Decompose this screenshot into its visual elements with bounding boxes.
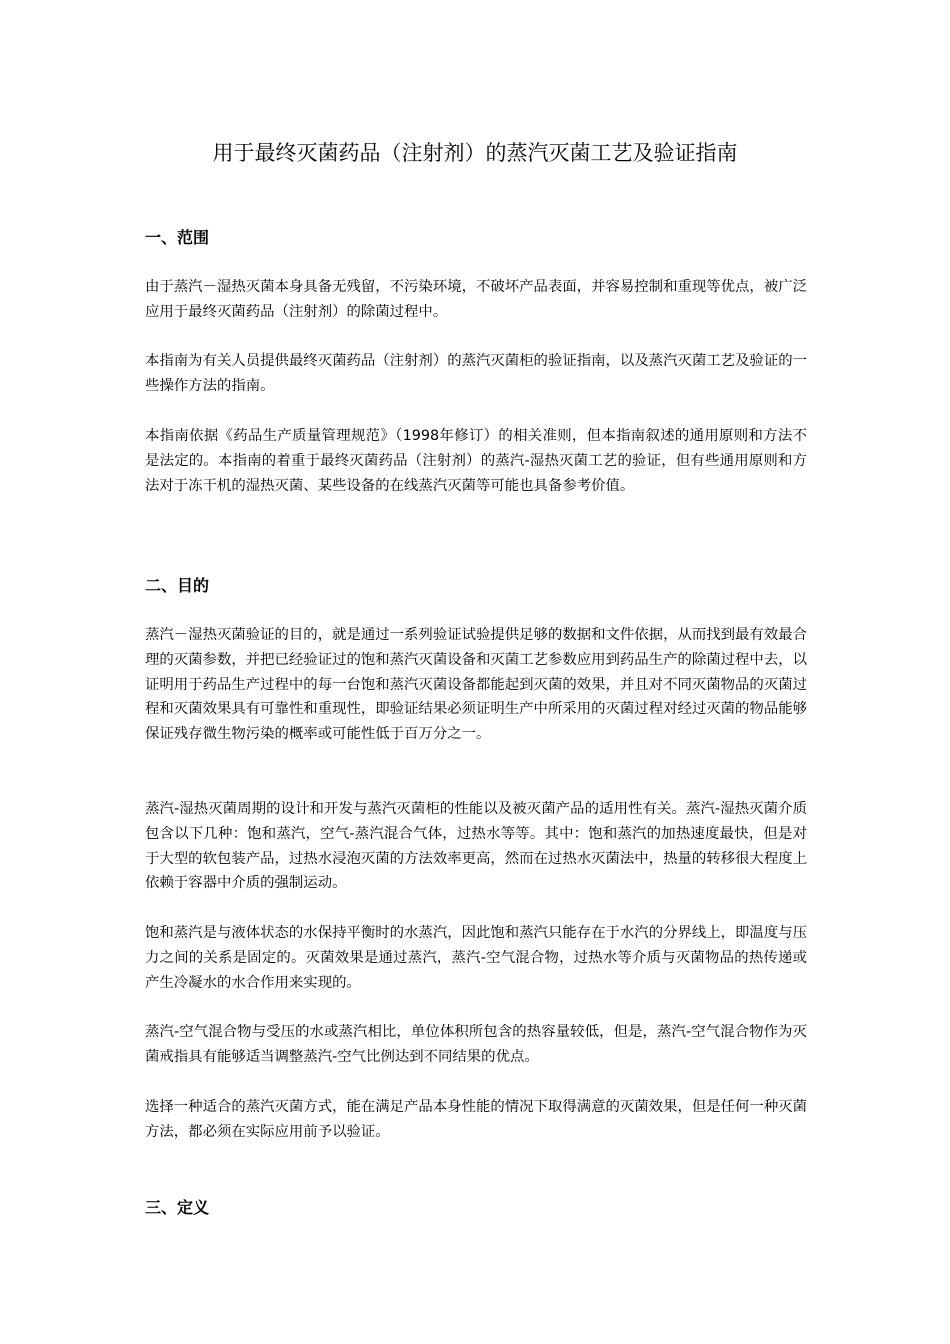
document-title: 用于最终灭菌药品（注射剂）的蒸汽灭菌工艺及验证指南 [212, 141, 738, 165]
paragraph: 本指南依据《药品生产质量管理规范》（1998年修订）的相关准则，但本指南叙述的通用原则和方法不是法定的。本指南的着重于最终灭菌药品（注射剂）的蒸汽-湿热灭菌工艺的验证，但有些通用原则和方法对于冻干机的湿热灭菌、某些设备的在线蒸汽灭菌等可能也具备参考价值。 [145, 428, 807, 494]
section-heading-purpose: 二、目的 [145, 576, 210, 595]
paragraph: 本指南为有关人员提供最终灭菌药品（注射剂）的蒸汽灭菌柜的验证指南，以及蒸汽灭菌工艺及验证的一些操作方法的指南。 [145, 353, 807, 394]
paragraph: 由于蒸汽－湿热灭菌本身具备无残留，不污染环境，不破坏产品表面，并容易控制和重现等优点，被广泛应用于最终灭菌药品（注射剂）的除菌过程中。 [145, 279, 807, 320]
paragraph: 蒸汽-空气混合物与受压的水或蒸汽相比，单位体积所包含的热容量较低，但是，蒸汽-空气混合物作为灭菌戒指具有能够适当调整蒸汽-空气比例达到不同结果的优点。 [145, 1024, 807, 1065]
paragraph: 饱和蒸汽是与液体状态的水保持平衡时的水蒸汽，因此饱和蒸汽只能存在于水汽的分界线上，即温度与压力之间的关系是固定的。灭菌效果是通过蒸汽，蒸汽-空气混合物，过热水等介质与灭菌物品的热传递或产生冷凝水的水合作用来实现的。 [145, 925, 807, 991]
section-heading-definitions: 三、定义 [145, 1198, 210, 1217]
section-heading-scope: 一、范围 [145, 228, 210, 247]
paragraph: 蒸汽-湿热灭菌周期的设计和开发与蒸汽灭菌柜的性能以及被灭菌产品的适用性有关。蒸汽-湿热灭菌介质包含以下几种：饱和蒸汽，空气-蒸汽混合气体，过热水等等。其中：饱和蒸汽的加热速度最快，但是对于大型的软包装产品，过热水浸泡灭菌的方法效率更高，然而在过热水灭菌法中，热量的转移很大程度上依赖于容器中介质的强制运动。 [145, 801, 807, 892]
paragraph: 蒸汽－湿热灭菌验证的目的，就是通过一系列验证试验提供足够的数据和文件依据，从而找到最有效最合理的灭菌参数，并把已经验证过的饱和蒸汽灭菌设备和灭菌工艺参数应用到药品生产的除菌过程中去，以证明用于药品生产过程中的每一台饱和蒸汽灭菌设备都能起到灭菌的效果，并且对不同灭菌物品的灭菌过程和灭菌效果具有可靠性和重现性，即验证结果必须证明生产中所采用的灭菌过程对经过灭菌的物品能够保证残存微生物污染的概率或可能性低于百万分之一。 [145, 627, 807, 743]
paragraph: 选择一种适合的蒸汽灭菌方式，能在满足产品本身性能的情况下取得满意的灭菌效果，但是任何一种灭菌方法，都必须在实际应用前予以验证。 [145, 1099, 807, 1140]
